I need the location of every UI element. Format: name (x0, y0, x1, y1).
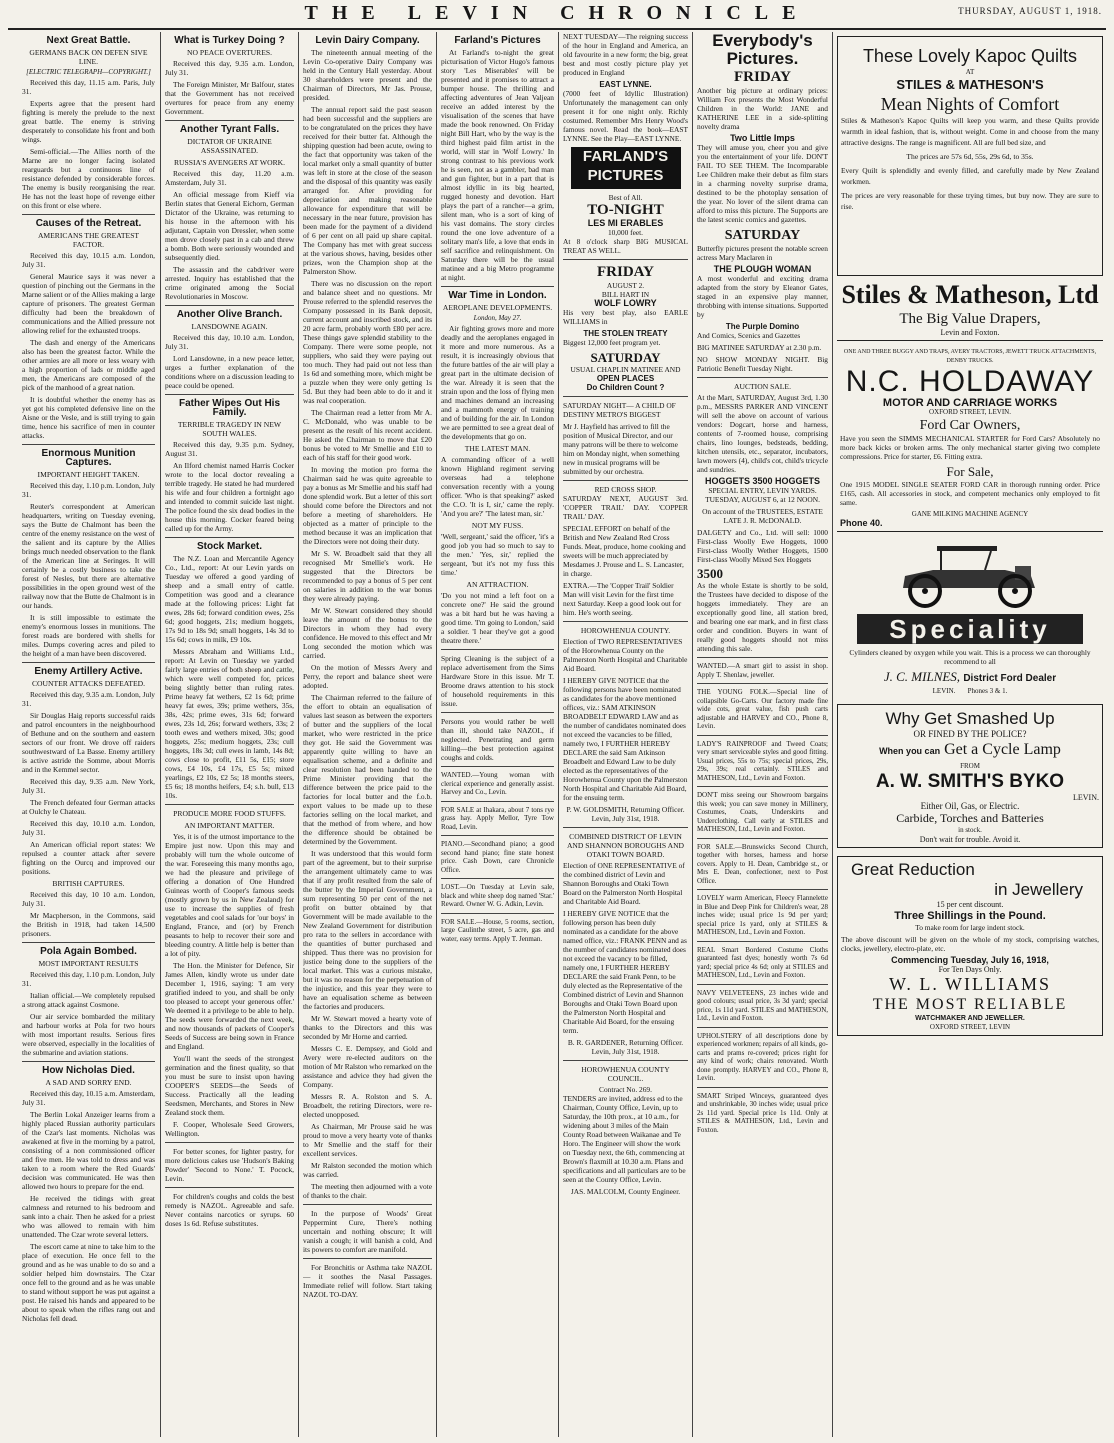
paragraph: As the whole Estate is shortly to be sold, the Trustees have decided to dispose of the hoggets immediately. They are an exceptionally good line, all station bred, and bearing one ear mark, and in first class order and condition. Buyers in want of really good hoggets should not miss attending this sale. (697, 581, 828, 653)
ad-heading: For Sale, (946, 464, 994, 479)
headline: Enormous Munition Captures. (41, 448, 136, 468)
paragraph: Received this day, 11.20 a.m. Amsterdam, July 31. (165, 169, 294, 187)
saturday-heading: SATURDAY (724, 228, 801, 243)
phone-number: Phones 3 & 1. (967, 687, 1008, 695)
classified-ad: FOR SALE at Ihakara, about 7 tons rye grass hay. Apply Mellor, Tyre Tow Road, Levin. (441, 805, 554, 831)
ad-line: 10,000 feet. (607, 228, 644, 237)
subhead: AN IMPORTANT MATTER. (184, 821, 275, 830)
ad-line: Best of All. (608, 193, 643, 202)
paragraph: Received this day, 9.35 a.m. London, July 31. (22, 690, 155, 708)
paragraph: At 8 o'clock sharp BIG MUSICAL TREAT AS WELL. (563, 237, 688, 255)
paragraph: It is still impossible to estimate the enemy's enormous losses in munitions. The forest roads are bordered with shells for miles. Dumps covering acres and piled to the height of a man have been discovered. (22, 613, 155, 658)
classified-ad: LOST.—On Tuesday at Levin sale, black and white sheep dog named 'Star.' Reward. Owner W. G. Adkin, Levin. (441, 883, 554, 908)
divider (697, 984, 828, 985)
paragraph: General Maurice says it was never a question of pinching out the Germans in the Marne salient or of the Allies making a large capture of prisoners. The greatest German difficulty had been the breakdown of communications and the Allied pressure not allowing relief for the exhausted troops. (22, 272, 155, 335)
column-rule (832, 32, 833, 1437)
paragraph: He received the tidings with great calmness and returned to his bedroom and sank into a chair. Then he asked for a priest who was allowed to remain with him unattended. The Czar wrote several letters. (22, 1194, 155, 1239)
paragraph: Received this day, 9.35 p.m. Sydney, August 31. (165, 440, 294, 458)
paragraph: At the Mart, SATURDAY, August 3rd, 1.30 p.m., MESSRS PARKER AND VINCENT will sell the above on account of various vendors: Dogcart, horse and harness, contents of 7-roomed house, comprising chairs, lino lounges, bedsteads, bedding, kitchen utensils, etc., separator, incubators, lawn mowers (4), child's cot, child's tricycle and sundries. (697, 393, 828, 474)
subhead: COMBINED DISTRICT OF LEVIN AND SHANNON BOROUGHS AND OTAKI TOWN BOARD. (566, 832, 685, 859)
film-title: OPEN PLACES (596, 374, 655, 383)
paragraph: The escort came at nine to take him to the place of execution. He once fell to the ground and as he was unable to do so and a soldier helped him downstairs. The Czar once fell to the ground and as he was unable to stand without support he was put against a post. He raised his hands and appeared to be about to speak when the rifles rang out and Nicholas fell dead. (22, 1242, 155, 1323)
divider (165, 1187, 294, 1188)
divider (697, 838, 828, 839)
divider (697, 786, 828, 787)
classified-ad: SMART Striped Winceys, guaranteed dyes and unshrinkable, 30 inches wide; usual price 2s 11d yard. Special price 1s 11d. Only at STILES & MATHESON, Ltd., Levin and Foxton. (697, 1091, 828, 1134)
ad-line: THE MOST RELIABLE (872, 996, 1068, 1013)
paragraph: The above discount will be given on the whole of my stock, comprising watches, clocks, jewellery, electro-plate, etc. (841, 935, 1099, 953)
milnes-name (837, 669, 1103, 687)
paragraph: On account of the TRUSTEES, ESTATE LATE J. R. McDONALD. (702, 507, 823, 525)
car-illustration (837, 536, 1103, 610)
paragraph: On the motion of Messrs Avery and Perry, the report and balance sheet were adopted. (303, 663, 432, 690)
paragraph: And Comics, Scenics and Gazettes (697, 331, 801, 340)
paragraph: The Chairman read a letter from Mr A. C. McDonald, who was unable to be present as the result of his recent accident. He asked the Chairman to move that £20 bonus be voted to Mr Smellie and £10 to each of his staff for their good work. (303, 408, 432, 462)
divider (22, 214, 155, 215)
divider (165, 537, 294, 538)
headline: Another Tyrant Falls. (179, 124, 280, 135)
car-icon (885, 536, 1055, 610)
divider (563, 480, 688, 481)
classified-ad: LOVELY warm American, Fleecy Flannelette in Blue and Deep Pink for Children's wear, 28 inches wide; usual price 1s 9d per yard; special price 1s yard, only at STILES & MATHESON, Ltd., Levin and Foxton. (697, 894, 828, 936)
friday-heading: FRIDAY (597, 264, 654, 280)
ad-line: OXFORD STREET, LEVIN. (929, 408, 1011, 416)
film-title: WOLF LOWRY (594, 298, 657, 308)
newspaper-title: THE LEVIN CHRONICLE (304, 2, 810, 24)
store-name: A. W. SMITH'S BYKO (875, 771, 1065, 792)
paragraph: For Bronchitis or Asthma take NAZOL — it soothes the Nasal Passages. Immediate relief will follow. Start taking NAZOL TO-DAY. (303, 1263, 432, 1299)
saturday-heading: SATURDAY (590, 350, 661, 365)
paragraph: To make room for large indent stock. (915, 923, 1025, 932)
ad-line: ONE AND THREE BUGGY AND TRAPS, AVERY TRACTORS, JEWETT TRUCK ATTACHMENTS, DENBY TRUCKS. (843, 349, 1097, 364)
dealer-role: District Ford Dealer (963, 673, 1057, 684)
paragraph: Received this day, 1.10 p.m. London, July 31. (22, 970, 155, 988)
signature: B. R. GARDENER, Returning Officer. Levin, July 31st, 1918. (567, 1038, 684, 1056)
paragraph: Biggest 12,000 feet program yet. (563, 338, 661, 347)
paragraph: The Chairman referred to the failure of the effort to obtain an equalisation of values last season as between the exporters of butter and the suppliers of the local market, who were restricted in the price they got. He said the Government was apparently quite willing to have an equalisation scheme, and a definite and clear resolution had been handed to the Prime Minister providing that the difference between the price paid to the factories for local butter and the f.o.b. export values to be made up to these factories selling on the local market, and that the method of from where, and how the difference should be obtained be determined by the Government. (303, 693, 432, 846)
paragraph: In the purpose of Woods' Great Peppermint Cure, There's nothing uncertain and nothing obscure; It will vanish a cough; it will banish a cold, And its powers to comfort are manifold. (303, 1209, 432, 1254)
ad-line: OXFORD STREET, LEVIN (929, 1023, 1011, 1031)
ad-line: RED CROSS SHOP. (594, 485, 657, 494)
column-rule (692, 32, 693, 1437)
ad-town: LEVIN. (932, 687, 956, 695)
paragraph: SATURDAY NIGHT— A CHILD OF DESTINY METRO'S BIGGEST (563, 401, 676, 419)
ad-line: When you can (879, 746, 941, 756)
store-name: Stiles & Matheson, Ltd (841, 280, 1099, 309)
divider (441, 766, 554, 767)
classified-ad: REAL Smart Bordered Costume Cloths guaranteed fast dyes; honestly worth 7s 6d yard; special price 4s 6d; only at STILES and MATHESON, Ltd., Levin and Foxton. (697, 945, 828, 979)
ad-line: Levin and Foxton. (940, 328, 1000, 337)
paragraph: Air fighting grows more and more deadly and the aeroplanes engaged in it more and more numerous. As a result, it is increasingly obvious that the future battles of the air will play a great part in the ultimate decision of the war. Already it is seen that the strain upon and the loss of flying men and machines demand an increasing and a mammoth energy of training and of building for the air. In London we are permitted to see a great deal of the developments that go on. (441, 324, 554, 441)
paragraph: Received this day, 1.10 p.m. London, July 31. (22, 481, 155, 499)
subhead: AEROPLANE DEVELOPMENTS. (442, 303, 553, 312)
divider (22, 942, 155, 943)
ad-line: Contract No. 269. (599, 1085, 652, 1094)
column-rule (298, 32, 299, 1437)
subhead: LANSDOWNE AGAIN. (191, 322, 268, 331)
classified-ad: FOR SALE.—House, 5 rooms, section, large Caulinthe street, 5 acre, gas and water, easy terms. Apply T. Jenman. (441, 917, 554, 943)
subhead: PRODUCE MORE FOOD STUFFS. (173, 809, 286, 818)
divider (563, 827, 688, 828)
subhead: AUCTION SALE. (734, 382, 791, 391)
paragraph: 'Do you not mind a left foot on a concrete one?' He said the ground was a bit hard but he was having a good time. 'I'm going to London,' said a soldier. 'I hear they've got a good theatre there.' (441, 591, 554, 645)
divider (697, 889, 828, 890)
paragraph: F. Cooper, Wholesale Seed Growers, Wellington. (165, 1120, 294, 1138)
paragraph: Spring Cleaning is the subject of a replace advertisement from the Sims Hardware Store in this issue. Mr T. Broome draws attention to his stock of household requirements in this issue. (441, 654, 554, 708)
subhead: IMPORTANT HEIGHT TAKEN. (37, 470, 140, 479)
classified-ad: NAVY VELVETEENS, 23 inches wide and good colours; usual price, 3s 3d yard; special price, 1s 11d yard. STILES and MATHESON, Ltd., Levin and Foxton. (697, 988, 828, 1022)
paragraph: I HEREBY GIVE NOTICE that the following person has been duly nominated as a candidate for the above named office, viz.: FRANK PENN and as the number of candidates nominated does not exceed the vacancy to be filled, namely one, I FURTHER HEREBY DECLARE the said Frank Penn, to be duly elected as the Representative of the Combined district of Levin and Shannon Boroughs and Otaki Town Board upon the Palmerston North Hospital and Charitable Aid Board, for the ensuing term. (563, 909, 687, 1035)
headline: War Time in London. (448, 290, 547, 301)
paragraph: Election of ONE REPRESENTATIVE of the combined district of Levin and Shannon Boroughs and Otaki Town Board on the Palmerston North Hospital and Charitable Aid Board. (563, 861, 685, 906)
paragraph: NO SHOW MONDAY NIGHT. Big Patriotic Benefit Tuesday Night. (697, 355, 828, 373)
paragraph: They will amuse you, cheer you and give you the entertainment of your life. DON'T FAIL TO SEE THEM. The Incomparable Lee Children make their debut as film stars in a charming novelty surprise drama, destined to be the photoplay sensation of the year. No lover of the silent drama can afford to miss this picture. The Supports are the latest scenic comics and gazettes. (697, 143, 828, 224)
ad-line: BILL HART IN (601, 290, 650, 299)
paragraph: As Chairman, Mr Prouse said he was proud to move a very hearty vote of thanks to Mr Smellie and the staff for their excellent services. (303, 1122, 432, 1158)
ad-line: FROM (960, 762, 980, 770)
divider (303, 1258, 432, 1259)
paragraph: 'Well, sergeant,' said the officer, 'it's a good job you had so much to say to the men.' 'Yes, sir,' replied the sergeant, 'but it's not my fuss this time.' (441, 532, 554, 577)
paragraph: Received this day, 10 10 a.m. London, July 31. (22, 890, 155, 908)
dealer-name: J. C. MILNES, (883, 669, 961, 684)
paragraph: The prices are very reasonable for these trying times, but buy now. They are sure to rise. (841, 191, 1099, 211)
paragraph: The N.Z. Loan and Mercantile Agency Co., Ltd., report: At our Levin yards on Tuesday we offered a good yarding of sheep and a small entry of cattle. Competition was good and a clearance made at the following prices: Light fat ewes, 28s 6d; forward condition ewes, 25s 6d; good hoggets, 21s; medium hoggets, 17s 9d to 18s 9d; small hoggets, 14s 3d to 15s 6d; cows in milk, £9 10s. (165, 554, 294, 644)
film-title: THE PLOUGH WOMAN (713, 264, 812, 274)
jewellery-ad (837, 856, 1103, 1036)
subhead: AN ATTRACTION. (466, 580, 529, 589)
store-name: W. L. WILLIAMS (889, 974, 1051, 994)
everybodys-heading: Everybody's Pictures. (712, 32, 813, 68)
divider (697, 657, 828, 658)
paragraph: Received this day, 9.35 a.m. New York, July 31. (22, 777, 155, 795)
paragraph: Messrs C. E. Dempsey, and Gold and Avery were re-elected auditors on the motion of Mr Ralston who remarked on the assistance and advice they had given the Company. (303, 1044, 432, 1089)
film-title: The Purple Domino (725, 322, 800, 331)
classified-ad: LADY'S RAINPROOF and Tweed Coats; very smart serviceable styles and good fitting. Usual prices, 55s to 75s; special prices, 29s, 29s, 39s; real certainly. STILES and MATHESON, Ltd., Levin and Foxton. (697, 739, 828, 782)
divider (697, 1027, 828, 1028)
ad-line: Get a Cycle Lamp (944, 741, 1061, 758)
subhead: GERMANS BACK ON DEFEN SIVE LINE. (29, 48, 148, 66)
issue-date: THURSDAY, AUGUST 1, 1918. (958, 6, 1102, 16)
paragraph: Received this day, 10.10 a.m. London, July 31. (165, 333, 294, 351)
paragraph: An Ilford chemist named Harris Cocker wrote to the local doctor revealing a terrible tragedy. He stated he had murdered his wife and four children a fortnight ago and intended to commit suicide last night. The police found the six dead bodies in the house this morning. Cocker feared being called up for the Army. (165, 461, 294, 533)
headline: Pola Again Bombed. (40, 946, 137, 957)
ad-line: AT (965, 68, 975, 76)
paragraph: There was no discussion on the report and balance sheet and no questions. Mr Prouse referred to the splendid reserves the Company possessed in its Bank deposit, current account and inscribed stock, and its 20 acre farm, probably worth £80 per acre. These things gave splendid stability to the Company. There were some people, not suppliers, who said they were paying out too much. They had paid out not less than 1s 6d and something more, which might be a puzzle when they were only getting 1s 5d. But they had been able to do it and it was real cooperation. (303, 279, 432, 405)
paragraph: In moving the motion pro forma the Chairman said he was quite agreeable to pay a bonus as Mr Smellie and his staff had done splendid work. But a letter of this sort should come before the Directors and not before a meeting of shareholders. He objected as a matter of principle to the method because it was an implication that the Directors were not doing their duty. (303, 465, 432, 546)
paragraph: You'll want the seeds of the strongest germination and the finest quality, so that you must be sure to insist upon having COOPER'S SEEDS—the Seeds of Success. Practically all the leading Seedsmen, Merchants, and Stores in New Zealand stock them. (165, 1054, 294, 1117)
column-7 (837, 32, 1103, 1437)
paragraph: Persons you would rather be well than ill, should take NAZOL, if neglected. Penetrating and germ killing—the best protection against coughs and colds. (441, 717, 554, 762)
ad-tagline: Mean Nights of Comfort (880, 94, 1060, 114)
paragraph: The Hon. the Minister for Defence, Sir James Allen, kindly wrote us under date December 1, 1916, saying: 'I am very gratified indeed to you, and shall be only too pleased to accept your generous offer.' We deemed it a privilege to be able to help. The seeds were forwarded the next week, and now thousands of packets of Cooper's Seeds of Success are being sown in France and England. (165, 961, 294, 1051)
divider (165, 1142, 294, 1143)
holdaway-name: N.C. HOLDAWAY (845, 365, 1095, 398)
headline: What is Turkey Doing ? (174, 35, 285, 46)
paragraph: The assassin and the cabdriver were arrested. Inquiry has established that the crime originated among the Social Revolutionaries in Moscow. (165, 265, 294, 301)
divider (165, 804, 294, 805)
column-rule (558, 32, 559, 1437)
paragraph: EXTRA.—The 'Copper Trail' Soldier Man will visit Levin for the first time next Saturday. Keep a good look out for him. He's worth seeing. (563, 581, 682, 617)
paragraph: An official message from Kieff via Berlin states that General Eichorn, German Dictator of the Ukraine, was returning to his house in the afternoon with his adjutant, Captain von Dressler, when some men drove closely past in a cab and threw a bomb. Both were seriously wounded and subsequently died. (165, 190, 294, 262)
divider (441, 801, 554, 802)
phone-number: Phone 40. (840, 518, 883, 528)
classified-ad: DON'T miss seeing our Showroom bargains this week; you can save money in Millinery, Costumes, Coats, Underskirts and Underclothing. Call early at STILES and MATHESON, Ltd., Levin and Foxton. (697, 791, 828, 833)
ad-line: Three Shillings in the Pound. (894, 910, 1046, 922)
classified-ad: PIANO.—Secondhand piano; a good second hand piano; fine state honest price. Cash Down, care Chronicle Office. (441, 840, 554, 874)
divider (441, 286, 554, 287)
divider (22, 662, 155, 663)
ad-line (837, 687, 1103, 696)
paragraph: The dash and energy of the Americans also has been the greatest factor. While the other armies are all more or less weary with a high proportion of lads or middle aged men, the Americans are composed of the pick of the manhood of a great nation. (22, 338, 155, 392)
paragraph: Italian official.—We completely repulsed a strong attack against Cosmone. (22, 991, 155, 1009)
divider (441, 913, 554, 914)
tonight-heading: TO-NIGHT (587, 202, 664, 218)
paragraph: A most wonderful and exciting drama adapted from the story by Eleanor Gates, staged in an expensive play manner, throbbing with intense situations. Supported by (697, 274, 828, 319)
divider (303, 1204, 432, 1205)
subhead: NOT MY FUSS. (471, 521, 524, 530)
milnes-ad (837, 614, 1103, 696)
store-name: STILES & MATHESON'S (896, 77, 1044, 92)
paragraph: The meeting then adjourned with a vote of thanks to the chair. (303, 1182, 432, 1200)
paragraph: Experts agree that the present hard fighting is merely the prelude to the next great battle. The enemy is striving desperately to consolidate his front and both wings. (22, 99, 155, 144)
paragraph: Sir Douglas Haig reports successful raids and patrol encounters in the neighbourhood of Bethune and on the southern and eastern sectors of our front. We drove off raiders southwestward of La Basse. Enemy artillery is active astride the Somme, about Morris and in the Kemmel sector. (22, 711, 155, 774)
subhead: TERRIBLE TRAGEDY IN NEW SOUTH WALES. (177, 420, 282, 438)
classified-ad: WANTED.—A smart girl to assist in shop. Apply T. Shenlaw, jeweller. (697, 662, 828, 679)
paragraph: Reuter's correspondent at American headquarters, writing on Tuesday evening, says the Butte de Chalmont has been the centre of the enemy resistance on the west of the salient and its capture by the Allies brings much needed observation to the flank of the American line at Seringes. It will certainly be a costly business to take the forest of Nesles, but there are alternative possibilities in the open ground west of the railway now that the Butte de Chalmont is in our hands. (22, 502, 155, 610)
ad-line: The Big Value Drapers, (899, 311, 1041, 327)
paragraph: It was understood that this would form part of the agreement, but to their surprise the arrangement ultimately came to was that if any profit resulted from the sale of the butter by the Imperial Government, a sum representing 50 per cent of the net profit on butter obtained by that Government will be made available to the New Zealand Government for distribution pro rata to the sellers in accordance with the quantities of butter purchased and shipped. Thus there was no provision for justice being done to the suppliers of the local market. This was a curious mistake, but it was no reason for the perpetuation of the injustice, and this year they were to have an equalisation scheme as between the factories and producers. (303, 849, 432, 1011)
classified-ad: UPHOLSTERY of all descriptions done by experienced workmen; repairs of all kinds, go-carts and prams re-covered; prices right for any kind of work; chairs renovated. Worth done promptly. HARVEY and CO., Phone 8, Levin. (697, 1031, 828, 1082)
signature: P. W. GOLDSMITH, Returning Officer. Levin, July 31st, 1918. (566, 805, 685, 823)
paragraph: Received this day, 10.10 a.m. London, July 31. (22, 819, 155, 837)
paragraph: Our air service bombarded the military and harbour works at Pola for two hours with most important results. Serious fires were observed, especially in the localities of the submarine and aviation stations. (22, 1012, 155, 1057)
hoggets-count: 3500 (697, 566, 723, 581)
paragraph: The French defeated four German attacks at Oulchy le Chateau. (22, 798, 155, 816)
divider (697, 941, 828, 942)
subhead: A SAD AND SORRY END. (45, 1078, 132, 1087)
paragraph: Cylinders cleaned by oxygen while you wait. This is a process we can thoroughly recommend to all (849, 648, 1091, 666)
dateline: London, May 27. (473, 314, 522, 322)
paragraph: Received this day, 11.15 a.m. Paris, July 31. (22, 78, 155, 96)
paragraph: TENDERS are invited, address ed to the Chairman, County Office, Levin, up to Saturday, the 10th prox., at 10 a.m., for widening about 3 miles of the Main County Road between Waikanae and Te Horo. The Engineer will show the work on Tuesday next, the 6th, commencing at Brown's flaxmill at 10.30 a.m. Plans and specifications and all particulars are to be seen at the County Office, Levin. (563, 1094, 686, 1184)
headline: How Nicholas Died. (42, 1065, 135, 1076)
paragraph: The nineteenth annual meeting of the Levin Co-operative Dairy Company was held in the Century Hall yesterday. About 30 shareholders were present and the Chairman of Directors, Mr Jas. Prouse, presided. (303, 48, 432, 102)
ad-line: For Ten Days Only. (938, 965, 1002, 974)
paragraph: Received this day, 10.15 a.m. Amsterdam, July 31. (22, 1089, 155, 1107)
paragraph: An American official report states: We repulsed a counter attack after severe fighting on the Ourcq and improved our positions. (22, 840, 155, 876)
paragraph: Another big picture at ordinary prices: William Fox presents the Most Wonderful Children in the World: JANE and KATHERINE LEE in a side-splitting novelty drama (697, 86, 828, 131)
hoggets-heading: HOGGETS 3500 HOGGETS (704, 476, 821, 486)
film-title: Two Little Imps (730, 133, 795, 143)
film-title: Do Children Count ? (586, 383, 665, 392)
paragraph: BIG MATINEE SATURDAY at 2.30 p.m. (697, 343, 822, 352)
paragraph: A commanding officer of a well known Highland regiment serving overseas had a telephone conversation recently with a young officer. 'Who is that speaking?' asked the C.O. 'It is I, sir,' came the reply. 'And you are?' 'The latest man, sir.' (441, 455, 554, 518)
paragraph: Butterfly pictures present the notable screen actress Mary Maclaren in (697, 244, 828, 262)
paragraph: DALGETY and Co., Ltd. will sell: 1000 First-class Woolly Ewe Hoggets, 1000 First-class Woolly Wether Hoggets, 1500 First-class Woolly Mixed Sex Hoggets (697, 528, 828, 564)
paragraph: Mr J. Hayfield has arrived to fill the position of Musical Director, and our many patrons will be there to welcome him on Monday night, when something new in musical programs will be submitted by our orchestra. (563, 422, 680, 476)
film-title: LES MI ERABLES (587, 218, 664, 228)
ad-heading: Great Reduction (851, 860, 975, 879)
paragraph: Have you seen the SIMMS MECHANICAL STARTER for Ford Cars? Absolutely no more back kicks or broken arms. The only mechanical starter giving two complete compressions. Price for starter, £6. Fitting extra. (840, 434, 1100, 461)
divider (165, 305, 294, 306)
classified-ad: FOR SALE.—Brunswicks Second Church, together with horses, harness and horse covers. Apply to H. Dean, Cambridge st., or Mrs E. Dean, confectioner, next to Post Office. (697, 842, 828, 885)
subhead: HOROWHENUA COUNTY COUNCIL. (581, 1065, 670, 1083)
column-1 (22, 32, 155, 1437)
divider (22, 1061, 155, 1062)
headline: Next Great Battle. (46, 35, 131, 46)
ad-line: LEVIN. (1073, 793, 1099, 802)
column-6 (697, 32, 828, 1437)
ad-line: Carbide, Torches and Batteries (896, 811, 1044, 825)
paragraph: The annual report said the past season had been successful and the suppliers are to be congratulated on the prices they have received for their butter fat. Although the shipping question had been acute, owing to the fact that opportunity was taken of the local market only a small quantity of butter was left in store at the close of the season and the disposal of this quantity was easily arranged for. After providing for depreciation and making reasonable allowance for expenditure that will be necessary in the near future, provision has been made for the payment of a dividend of 6 per cent on all paid up share capital. The Company has met with great success at the various shows, having, besides other prizes, won the Champion shop at the Palmerston Show. (303, 105, 432, 276)
subhead: COUNTER ATTACKS DEFEATED. (31, 679, 146, 688)
paragraph: The Berlin Lokal Anzeiger learns from a highly placed Russian authority particulars of the Czar's last moments. Nicholas was awakened at five in the morning by a patrol, consisting of a non commissioned officer and five men. He was told to dress and was taken to a room where the Red Guards' decision was communicated. He was then allowed two hours to prepare for the end. (22, 1110, 155, 1191)
paragraph: (7000 feet of Idyllic Illustration) Unfortunately the management can only present it for one night only. Richly costumed. Remember Mrs Henry Wood's famous novel. Read the book—EAST LYNNE. See the Play—EAST LYNNE. (563, 89, 688, 143)
paragraph: SPECIAL EFFORT on behalf of the British and New Zealand Red Cross Funds. Meat, produce, home cooking and sweets will be much appreciated by Mesdames J. Prouse and L. S. Lancaster, in charge. (563, 524, 686, 578)
paragraph: The prices are 57s 6d, 55s, 29s 6d, to 35s. (906, 152, 1034, 161)
ad-line: WATCHMAKER AND JEWELLER. (915, 1015, 1025, 1022)
divider (441, 835, 554, 836)
headline: Father Wipes Out His Family. (178, 398, 281, 418)
ad-heading: Why Get Smashed Up (885, 709, 1055, 728)
paragraph: One 1915 MODEL SINGLE SEATER FORD CAR in thorough running order. Price £165, cash. All accessories in stock, and competent mechanics only employed to fit same. (840, 480, 1100, 507)
divider (165, 120, 294, 121)
column-3 (303, 32, 432, 1437)
ad-line: AUGUST 2. (606, 281, 645, 290)
farlands-logo: FARLAND'S PICTURES (571, 147, 681, 189)
cycle-lamp-ad (837, 704, 1103, 848)
ad-line: USUAL CHAPLIN MATINEE AND (570, 365, 681, 374)
ad-line: Don't wait for trouble. Avoid it. (919, 835, 1021, 844)
ad-line: Commencing Tuesday, July 16, 1918, (891, 955, 1049, 965)
column-rule (160, 32, 161, 1437)
classified-ad: WANTED.—Young woman with clerical experience and generally assist. Harvey and Co., Levin. (441, 771, 554, 796)
ad-line: in stock. (958, 826, 982, 834)
headline: Levin Dairy Company. (315, 35, 420, 46)
ad-line: Either Oil, Gas, or Electric. (920, 801, 1020, 811)
ad-heading (841, 739, 1099, 762)
paragraph: Semi-official.—The Allies north of the Marne are no longer facing isolated rearguards but a continuous line of resistance defended by considerable forces. The enemy is busily reorganising the rear. He has not the least hope of revenge either on this front or else where. (22, 147, 155, 210)
paragraph: Yes, it is of the utmost importance to the Empire just now. Upon this may and probably will turn the whole outcome of the war. Foreseeing this many months ago, we had the pleasure and privilege of offering a donation of One Hundred Guineas worth of Cooper's famous seeds (mostly grown by us in New Zealand) for use to increase the supplies of fresh vegetables and cool salads for 'our boys' in England, France, and (or) by French peasants to help to recover their sore and bleeding country. A little help is better than a lot of pity. (165, 832, 294, 958)
friday-heading: FRIDAY (734, 69, 791, 85)
divider (697, 1087, 828, 1088)
classified-ad: THE YOUNG FOLK.—Special line of collapsible Go-Carts. Our factory made fine wide cots, great value, fish push carts adjustable and HARVEY and CO., Phone 8, Levin. (697, 688, 828, 730)
headline: Stock Market. (196, 541, 263, 552)
signature: JAS. MALCOLM, County Engineer. (570, 1187, 681, 1196)
paragraph: Received this day, 10.15 a.m. London, July 31. (22, 251, 155, 269)
stiles-matheson-footer (837, 280, 1103, 341)
paragraph: Messrs R. A. Rolston and S. A. Broadbelt, the retiring Directors, were re-elected unopposed. (303, 1092, 432, 1119)
subhead: RUSSIA'S AVENGERS AT WORK. (173, 158, 286, 167)
column-4 (441, 32, 554, 1437)
divider (697, 683, 828, 684)
subhead: BRITISH CAPTURES. (52, 879, 125, 888)
ad-heading: These Lovely Kapoc Quilts (862, 46, 1078, 66)
paragraph: Lord Lansdowne, in a new peace letter, urges a further explanation of the conditions where on a discussion leading to peace could be opened. (165, 354, 294, 390)
paragraph: Mr Ralston seconded the motion which was carried. (303, 1161, 432, 1179)
subhead: NO PEACE OVERTURES. (187, 48, 272, 57)
ad-line: GANE MILKING MACHINE AGENCY (911, 510, 1029, 518)
headline: Farland's Pictures (454, 35, 541, 46)
divider (441, 649, 554, 650)
kapoc-quilts-ad (837, 36, 1103, 276)
column-rule (436, 32, 437, 1437)
ad-line: 15 per cent discount. (936, 900, 1004, 909)
subhead: AMERICANS THE GREATEST FACTOR. (37, 231, 140, 249)
paragraph: Messrs Abraham and Williams Ltd., report: At Levin on Tuesday we yarded fairly large entries of both sheep and cattle, which were well competed for, prices being slightly better than ruling rates. Prime heavy fat wethers, £2 1s 6d; prime heavy fat ewes, 39s; prime wethers, 35s, 38s, 42s; prime ewes, 31s 6d; forward ewes, 23s 1d, 26s; forward wethers, 33s; 2 tooth ewes and wethers mixed, 30s; good hoggets, 25s; medium hoggets, 23s; cull hoggets, 18s 3d; cull ewes in lamb, 14s 8d; cows close to profit, £11 5s, £15; store cows, £4 10s, £4 17s, £5 5s; mixed yearlings, £2 10s, £2 5s; 18 months steers, £5 6s; 18 months heifers, £4; s.h. bull, £13 10s. (165, 647, 294, 800)
paragraph: Election of TWO REPRESENTATIVES of the Horowhenua County on the Palmerston North Hospital and Charitable Aid Board. (563, 637, 688, 673)
headline: Another Olive Branch. (176, 309, 283, 320)
speciality-banner: Speciality (857, 614, 1083, 644)
paragraph: NEXT TUESDAY—The reigning success of the hour in England and America, an old favourite in a new form; the big, great best and most costly picture play yet produced in England (563, 32, 688, 77)
film-title: EAST LYNNE. (599, 80, 652, 89)
paragraph: SPECIAL ENTRY, LEVIN YARDS. TUESDAY, AUGUST 6, at 12 NOON. (705, 486, 820, 504)
subhead: THE LATEST MAN. (464, 444, 531, 453)
divider (441, 712, 554, 713)
paragraph: It is doubtful whether the enemy has as yet got his completed defensive line on the Aisne or the Vesle, and is still trying to gain time, hence his sacrifice of men in counter attacks. (22, 395, 155, 440)
divider (563, 1060, 688, 1061)
ad-heading: Ford Car Owners, (919, 418, 1021, 433)
divider (563, 259, 688, 260)
divider (22, 444, 155, 445)
divider (697, 377, 828, 378)
subhead: DICTATOR OF UKRAINE ASSASSINATED. (187, 137, 272, 155)
paragraph: For better scones, for lighter pastry, for more delicious cakes use 'Hudson's Baking Powder' 'Second to None.' T. Pocock, Levin. (165, 1147, 294, 1183)
masthead (8, 0, 1106, 30)
paragraph: His very best play, also EARLE WILLIAMS in (563, 308, 688, 326)
paragraph: Stiles & Matheson's Kapoc Quilts will keep you warm, and these Quilts provide warmth in ideal fashion, that is, without weight. Come in and choose from the many attractive designs. The range is magnificent. All are full bed size, and (841, 116, 1099, 147)
paragraph: The Foreign Minister, Mr Balfour, states that the Government has not received overtures for peace from any enemy Government. (165, 80, 294, 116)
paragraph: Mr Macpherson, in the Commons, said the British in 1918, had taken 14,500 prisoners. (22, 911, 155, 938)
ad-heading: in Jewellery (994, 880, 1083, 899)
film-title: THE STOLEN TREATY (583, 329, 668, 338)
column-5 (563, 32, 688, 1437)
paragraph: Received this day, 9.35 a.m. London, July 31. (165, 59, 294, 77)
paragraph: Mr S. W. Broadbelt said that they all recognised Mr Smellie's work. He suggested that the Directors be recommended to pay a bonus of 5 per cent on salaries in addition to the war bonus they were already paying. (303, 549, 432, 603)
divider (697, 735, 828, 736)
headline: Causes of the Retreat. (35, 218, 142, 229)
column-2 (165, 32, 294, 1437)
divider (563, 621, 688, 622)
divider (441, 878, 554, 879)
ad-line: MOTOR AND CARRIAGE WORKS (882, 397, 1058, 409)
paragraph: Mr W. Stewart moved a hearty vote of thanks to the Directors and this was seconded by Mr Horne and carried. (303, 1014, 432, 1041)
paragraph: Every Quilt is splendidly and evenly filled, and carefully made by New Zealand workmen. (841, 166, 1099, 186)
divider (563, 396, 688, 397)
paragraph: I HEREBY GIVE NOTICE that the following persons have been nominated as candidates for the above mentioned offices, viz.: SAM ATKINSON BROADBELT EDWARD LAW and as the number of candidates nominated does not exceed the vacancies to be filled, namely two, I FURTHER HEREBY DECLARE the said Sam Atkinson Broadbelt and Edward Law to be duly elected as the representatives of the Horowhenua County upon the Palmerston North Hospital and Charitable Aid Board, for the ensuing term. (563, 676, 688, 802)
paragraph: SATURDAY NEXT, AUGUST 3rd. 'COPPER TRAIL' DAY. 'COPPER TRAIL' DAY. (563, 494, 688, 521)
divider (165, 394, 294, 395)
subhead: MOST IMPORTANT RESULTS (38, 959, 139, 968)
dateline: [ELECTRIC TELEGRAPH—COPYRIGHT.] (26, 68, 151, 76)
paragraph: Mr W. Stewart considered they should leave the amount of the bonus to the Directors in whom they had every confidence. He moved to this effect and Mr Long seconded the motion which was carried. (303, 606, 432, 660)
ad-line: OR FINED BY THE POLICE? (913, 729, 1027, 739)
subhead: HOROWHENUA COUNTY. (580, 626, 671, 635)
paragraph: For children's coughs and colds the best remedy is NAZOL. Agreeable and safe. Never contains narcotics or syrups. 60 doses 1s 6d. Refuse substitutes. (165, 1192, 294, 1228)
paragraph: At Farland's to-night the great picturisation of Victor Hugo's famous story 'Les Miserables' will be presented and it promises to attract a bumper house. The thrilling and affecting adventures of Jean Valjean receive an added interest by the visualisation of the scenes that have made the book renowned. On Friday night Bill Hart, who by the way is the third highest paid film artist in the world, will star in 'Wolf Lowry.' In strong contrast to his previous work he is seen, not as a gambler, bad man and gun fighter, but in a part that is almost idyllic in its big hearted, rugged honesty and devotion. Hart plays the part of a rancher—a grim, silent man, who is a sort of king of his vast domains. The story circles round the one love adventure of a solitary man's life, a love that ends in self sacrifice and relinquishment. On Saturday there will be the usual matinee and a big Metro programme at night. (441, 48, 554, 282)
headline: Enemy Artillery Active. (34, 666, 143, 677)
holdaway-ad (837, 345, 1103, 532)
